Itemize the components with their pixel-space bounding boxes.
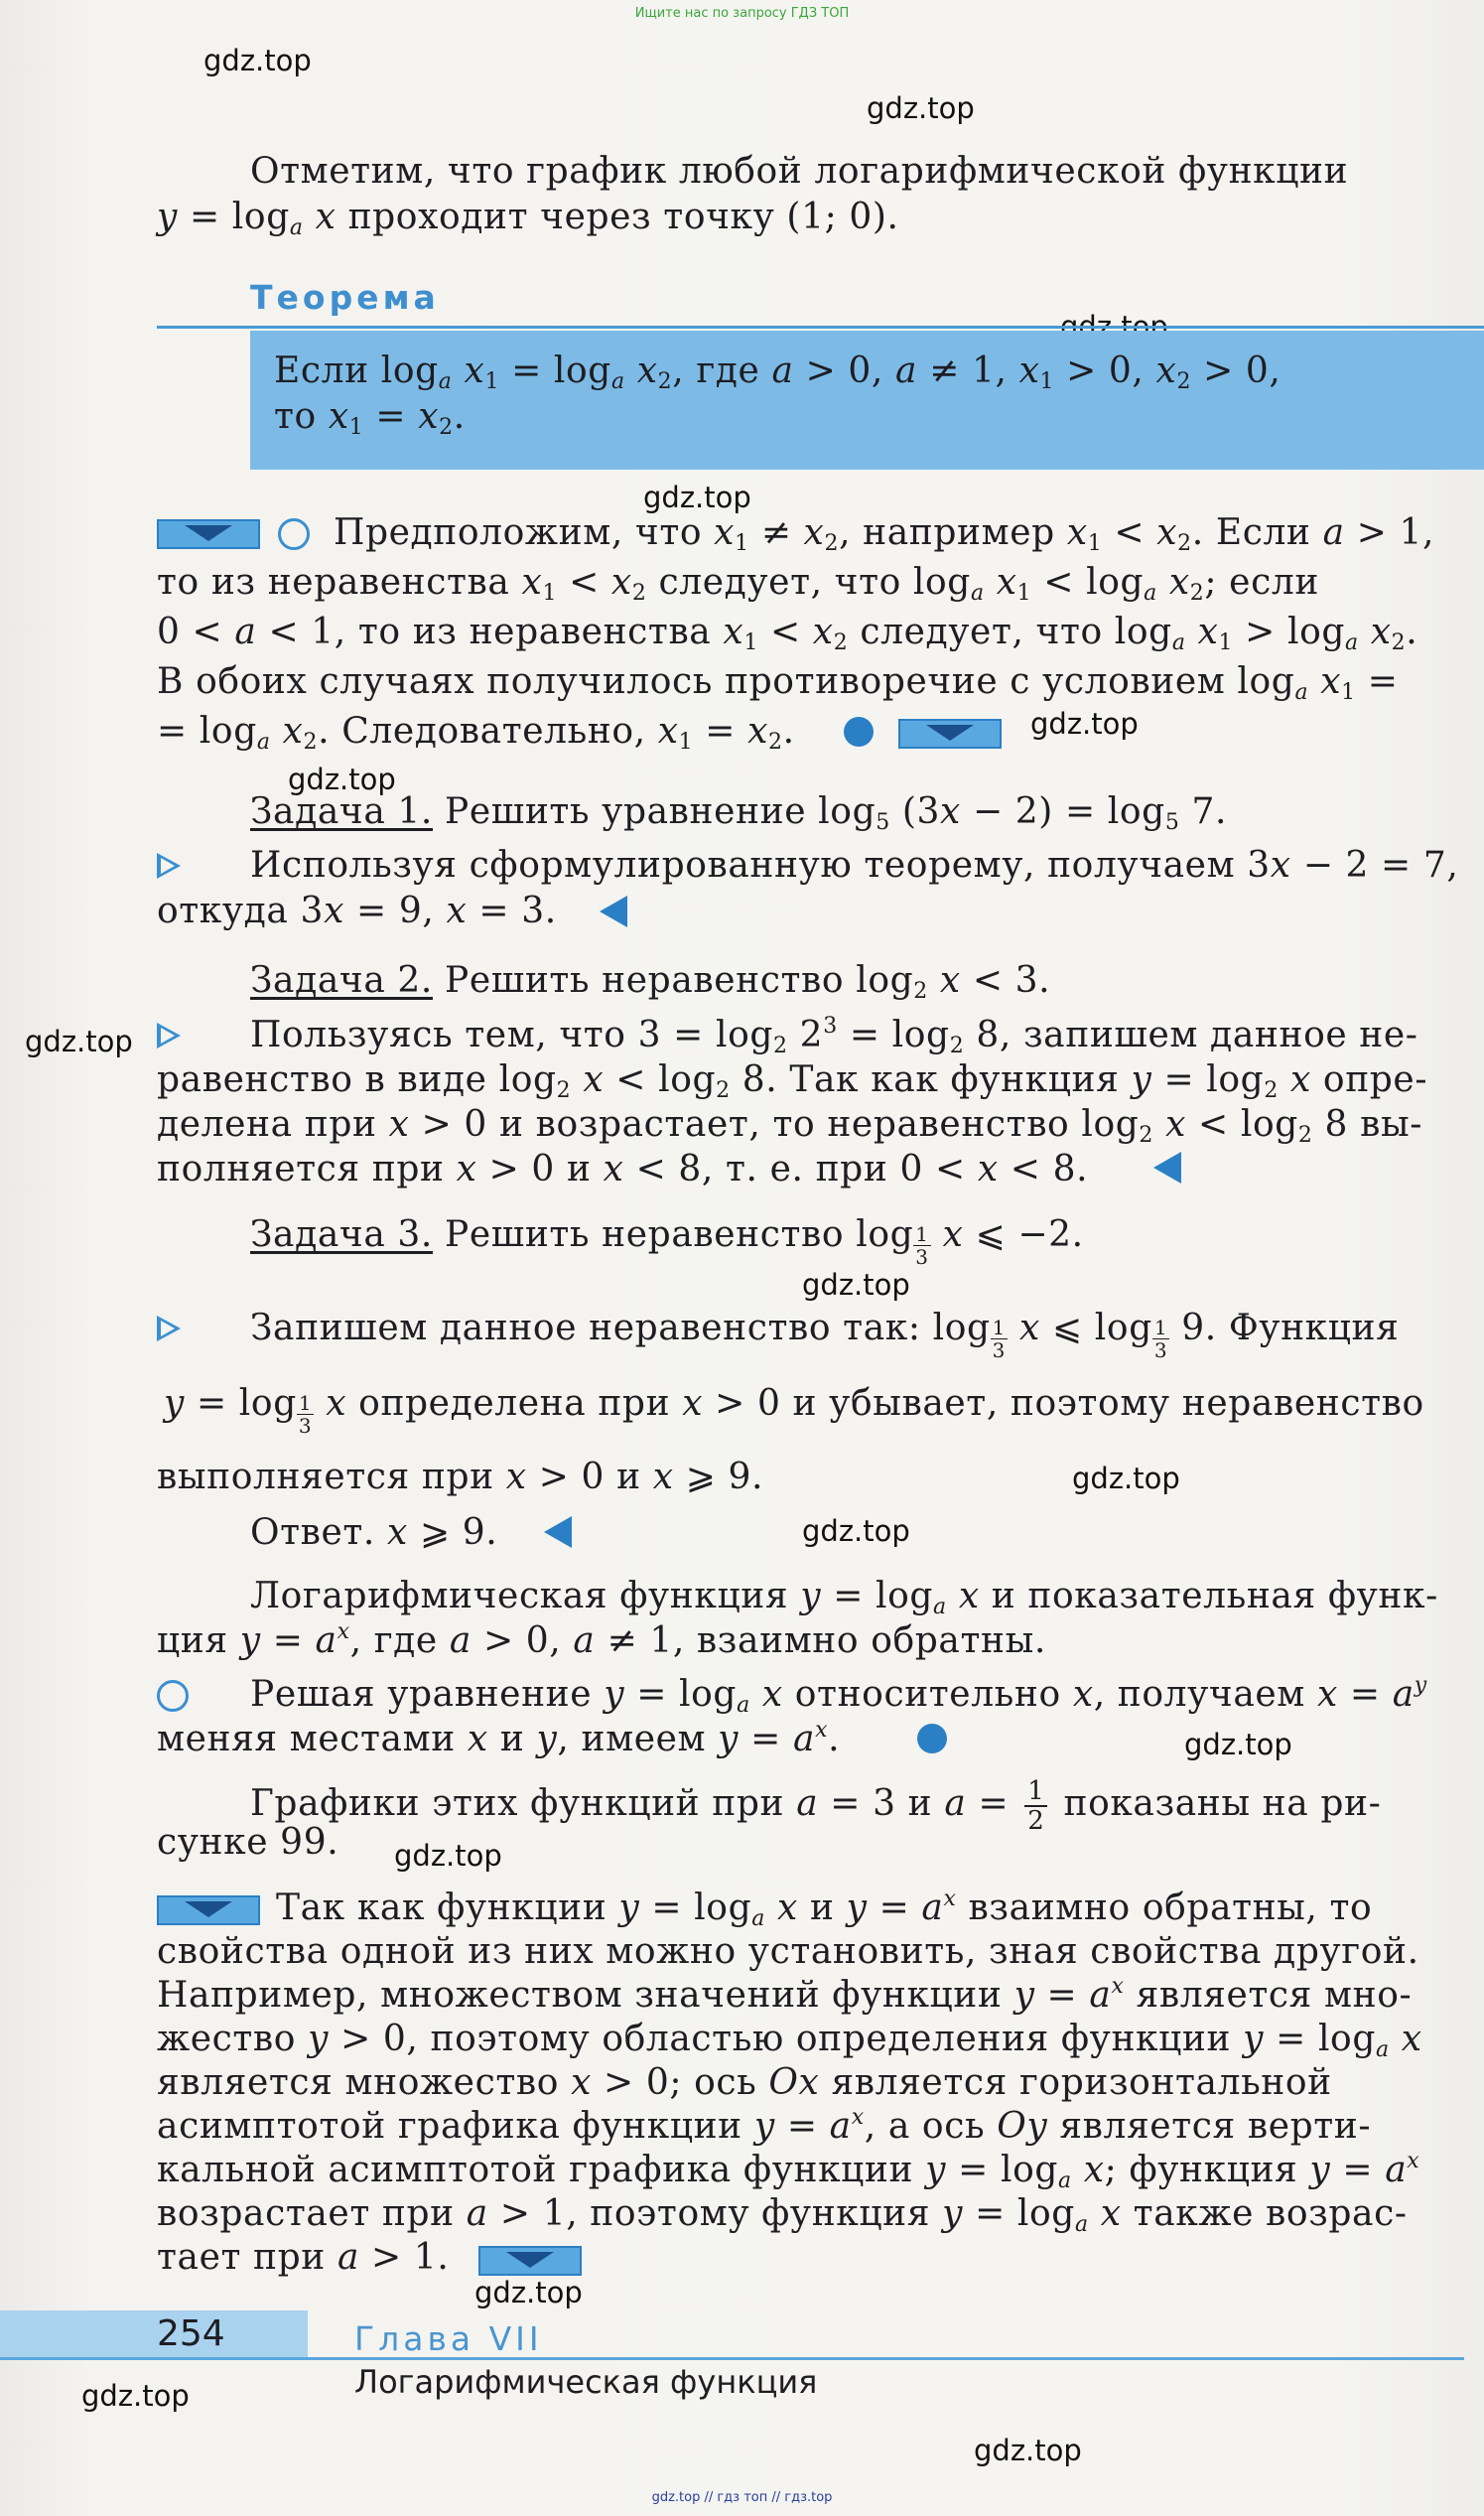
watermark: gdz.top bbox=[802, 1514, 910, 1548]
inverse-line-2: ция $y = a^x$, где a > 0, a ≠ 1, взаимно обратны. bbox=[157, 1619, 1046, 1661]
properties-line-3: Например, множеством значений функции $y = a^x$ является мно- bbox=[157, 1974, 1413, 2016]
graphs-line-1: Графики этих функций при a = 3 и a = $\frac{1}{2}$ показаны на ри- bbox=[250, 1776, 1382, 1836]
theorem-line-1: Если $\log_a x_1 = \log_a x_2$, где a > 0, a ≠ 1, $x_1 > 0$, $x_2 > 0$, bbox=[274, 350, 1282, 394]
watermark: gdz.top bbox=[81, 2379, 190, 2413]
proof-circle-icon bbox=[278, 518, 310, 550]
chapter-label: Глава VII bbox=[354, 2319, 543, 2358]
problem-3-statement: Задача 3. Решить неравенство log $\frac{1}{3}$ x ⩽ −2. bbox=[250, 1214, 1084, 1269]
problem-1-solution-1: Используя сформулированную теорему, получаем 3x − 2 = 7, bbox=[250, 845, 1459, 886]
theorem-line-2: то $x_1 = x_2$. bbox=[274, 396, 466, 440]
properties-line-2: свойства одной из них можно установить, зная свойства другой. bbox=[157, 1931, 1419, 1972]
proof-start-marker-icon bbox=[157, 1895, 260, 1925]
proof-line-2: то из неравенства $x_1 < x_2$ следует, что $\log_a x_1 < \log_a x_2$; если bbox=[157, 562, 1319, 606]
watermark: gdz.top bbox=[867, 91, 975, 125]
solution-start-icon bbox=[157, 853, 181, 879]
graphs-line-2: сунке 99. bbox=[157, 1822, 339, 1863]
properties-line-8: возрастает при a > 1, поэтому функция $y = \log_a x$ также возрас- bbox=[157, 2193, 1408, 2237]
watermark: gdz.top bbox=[1184, 1728, 1292, 1761]
inverse-line-1: Логарифмическая функция $y = \log_a x$ и показательная функ- bbox=[250, 1576, 1438, 1619]
watermark: gdz.top bbox=[1030, 707, 1139, 741]
properties-line-1: Так как функции $y = \log_a x$ и $y = a^x$ взаимно обратны, то bbox=[276, 1887, 1373, 1931]
watermark: gdz.top bbox=[394, 1839, 502, 1873]
intro-line-1: Отметим, что график любой логарифмической функции bbox=[250, 151, 1349, 192]
problem-2-solution-2: равенство в виде $\log_2 x < \log_2 8$. Так как функция $y = \log_2 x$ опре- bbox=[157, 1059, 1428, 1103]
problem-2-solution-1: Пользуясь тем, что $3 = \log_2 2^3 = \log_2 8$, запишем данное не- bbox=[250, 1014, 1418, 1058]
problem-3-answer: Ответ. x ⩾ 9. bbox=[250, 1512, 498, 1553]
problem-3-solution-1: Запишем данное неравенство так: log $\frac{1}{3}$ x ⩽ log $\frac{1}{3}$ 9. Функция bbox=[250, 1308, 1400, 1362]
solve-line-1: Решая уравнение $y = \log_a x$ относительно x, получаем $x = a^y$ bbox=[250, 1673, 1427, 1718]
proof-end-dot-icon bbox=[917, 1724, 947, 1753]
proof-circle-icon bbox=[157, 1680, 189, 1712]
proof-line-4: В обоих случаях получилось противоречие с условием $\log_a x_1$ = bbox=[157, 661, 1399, 705]
watermark: gdz.top bbox=[203, 44, 312, 77]
bottom-banner: gdz.top // гдз топ // гдз.top bbox=[651, 2490, 833, 2505]
solution-end-icon bbox=[600, 896, 627, 927]
watermark: gdz.top bbox=[288, 763, 396, 796]
watermark: gdz.top bbox=[1072, 1462, 1180, 1495]
problem-3-solution-3: выполняется при x > 0 и x ⩾ 9. bbox=[157, 1457, 764, 1497]
intro-line-2: $y = \log_a x$ проходит через точку (1; 0). bbox=[157, 197, 899, 240]
proof-line-3: 0 < a < 1, то из неравенства $x_1 < x_2$ следует, что $\log_a x_1 > \log_a x_2$. bbox=[157, 612, 1418, 655]
solution-start-icon bbox=[157, 1023, 181, 1048]
chapter-name: Логарифмическая функция bbox=[354, 2363, 818, 2401]
problem-3-solution-2: y = log $\frac{1}{3}$ x определена при x > 0 и убывает, поэтому неравенство bbox=[164, 1383, 1424, 1438]
solve-line-2: меняя местами x и y, имеем $y = a^x$. bbox=[157, 1718, 841, 1759]
solution-end-icon bbox=[1153, 1152, 1181, 1184]
properties-line-4: жество y > 0, поэтому областью определения функции $y = \log_a x$ bbox=[157, 2019, 1422, 2062]
problem-2-solution-4: полняется при x > 0 и x < 8, т. е. при 0 < x < 8. bbox=[157, 1149, 1089, 1189]
watermark: gdz.top bbox=[974, 2434, 1082, 2467]
top-banner: Ищите нас по запросу ГДЗ ТОП bbox=[634, 6, 850, 21]
watermark: gdz.top bbox=[474, 2276, 583, 2309]
proof-end-marker-icon bbox=[478, 2246, 582, 2276]
page-number: 254 bbox=[157, 2313, 225, 2354]
proof-line-1: Предположим, что $x_1 \ne x_2$, например $x_1 < x_2$. Если a > 1, bbox=[334, 512, 1435, 556]
properties-line-5: является множество x > 0; ось Ox является горизонтальной bbox=[157, 2062, 1332, 2103]
properties-line-7: кальной асимптотой графика функции $y = \log_a x$; функция $y = a^x$ bbox=[157, 2149, 1420, 2193]
footer-band bbox=[0, 2310, 308, 2360]
proof-line-5: = $\log_a x_2$. Следовательно, $x_1 = x_2$. bbox=[157, 711, 795, 755]
properties-line-6: асимптотой графика функции $y = a^x$, а ось Oy является верти- bbox=[157, 2105, 1372, 2147]
problem-1-solution-2: откуда 3x = 9, x = 3. bbox=[157, 891, 557, 931]
footer-rule bbox=[0, 2357, 1464, 2360]
solution-start-icon bbox=[157, 1316, 181, 1341]
problem-1-statement: Задача 1. Решить уравнение $\log_5 (3x - 2) = \log_5 7$. bbox=[250, 791, 1228, 835]
properties-line-9: тает при a > 1. bbox=[157, 2237, 450, 2278]
watermark: gdz.top bbox=[643, 481, 751, 514]
problem-2-statement: Задача 2. Решить неравенство $\log_2 x < 3$. bbox=[250, 960, 1051, 1004]
proof-end-dot-icon bbox=[844, 717, 874, 747]
theorem-title: Теорема bbox=[250, 278, 440, 317]
solution-end-icon bbox=[544, 1516, 572, 1548]
watermark: gdz.top bbox=[802, 1268, 910, 1302]
proof-end-marker-icon bbox=[898, 719, 1002, 749]
theorem-rule bbox=[157, 326, 1484, 329]
problem-2-solution-3: делена при x > 0 и возрастает, то неравенство $\log_2 x < \log_2 8$ вы- bbox=[157, 1104, 1422, 1148]
watermark: gdz.top bbox=[25, 1025, 133, 1058]
proof-start-marker-icon bbox=[157, 519, 260, 549]
